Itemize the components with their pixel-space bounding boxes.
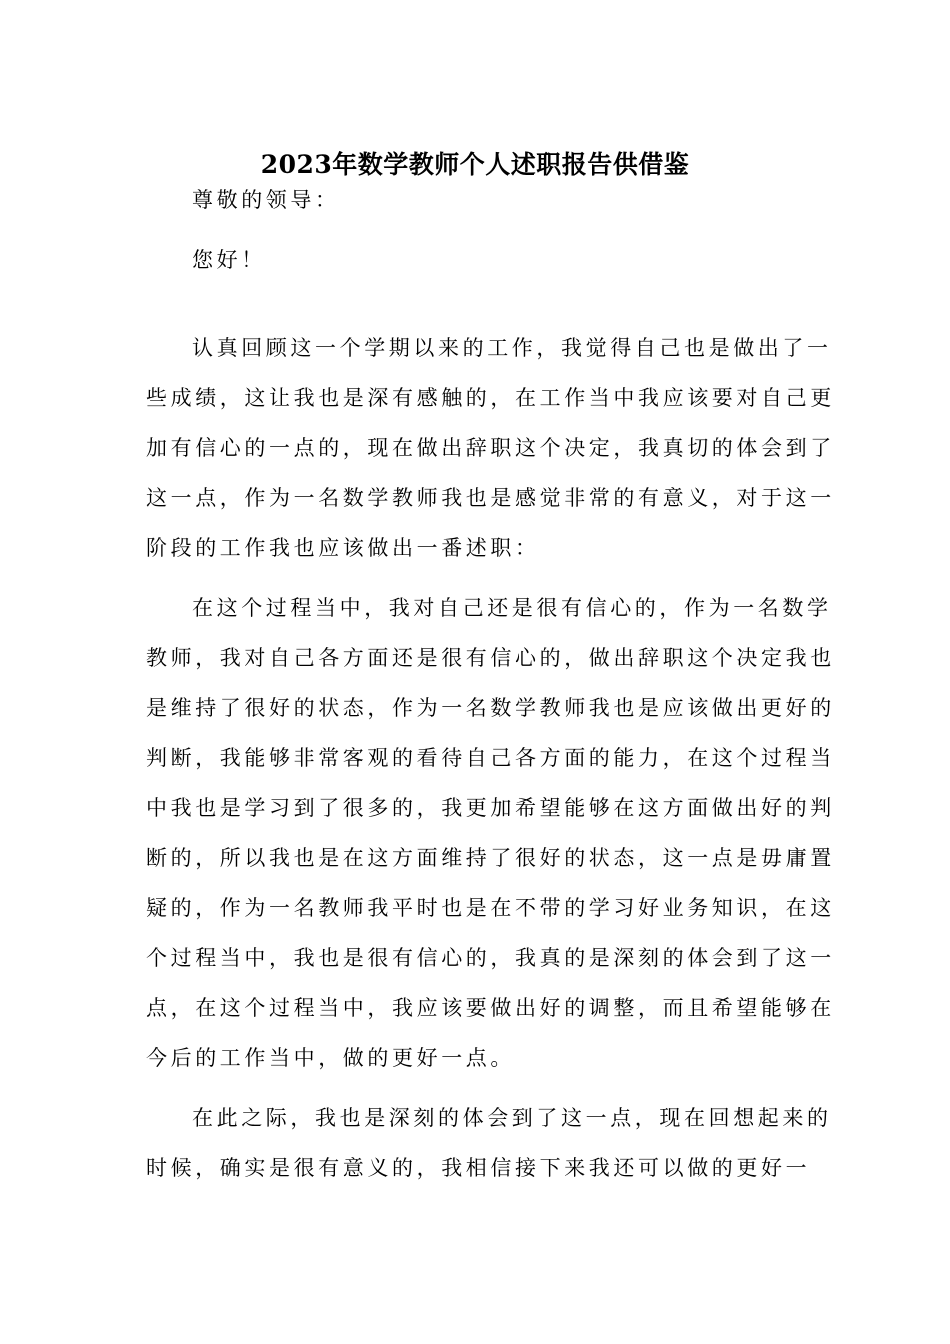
paragraph-line: 断的，所以我也是在这方面维持了很好的状态，这一点是毋庸置: [146, 846, 835, 870]
paragraph-line: 些成绩，这让我也是深有感触的，在工作当中我应该要对自己更: [146, 386, 835, 410]
paragraph-line: 教师，我对自己各方面还是很有信心的，做出辞职这个决定我也: [146, 646, 835, 670]
salutation: 尊敬的领导：: [192, 188, 340, 212]
paragraph-line: 时候，确实是很有意义的，我相信接下来我还可以做的更好一: [146, 1156, 811, 1180]
paragraph-line: 判断，我能够非常客观的看待自己各方面的能力，在这个过程当: [146, 746, 835, 770]
paragraph-line: 在这个过程当中，我对自己还是很有信心的，作为一名数学: [192, 596, 832, 620]
paragraph-line: 阶段的工作我也应该做出一番述职：: [146, 536, 540, 560]
paragraph-line: 疑的，作为一名教师我平时也是在不带的学习好业务知识，在这: [146, 896, 835, 920]
paragraph-line: 加有信心的一点的，现在做出辞职这个决定，我真切的体会到了: [146, 436, 835, 460]
paragraph-line: 点，在这个过程当中，我应该要做出好的调整，而且希望能够在: [146, 996, 835, 1020]
paragraph-line: 个过程当中，我也是很有信心的，我真的是深刻的体会到了这一: [146, 946, 835, 970]
paragraph-line: 这一点，作为一名数学教师我也是感觉非常的有意义，对于这一: [146, 486, 835, 510]
paragraph-line: 是维持了很好的状态，作为一名数学教师我也是应该做出更好的: [146, 696, 835, 720]
paragraph-line: 认真回顾这一个学期以来的工作，我觉得自己也是做出了一: [192, 336, 832, 360]
paragraph-line: 今后的工作当中，做的更好一点。: [146, 1046, 515, 1070]
paragraph-line: 中我也是学习到了很多的，我更加希望能够在这方面做出好的判: [146, 796, 835, 820]
paragraph-line: 在此之际，我也是深刻的体会到了这一点，现在回想起来的: [192, 1106, 832, 1130]
document-title: 2023年数学教师个人述职报告供借鉴: [260, 150, 690, 179]
greeting: 您好！: [192, 248, 266, 272]
